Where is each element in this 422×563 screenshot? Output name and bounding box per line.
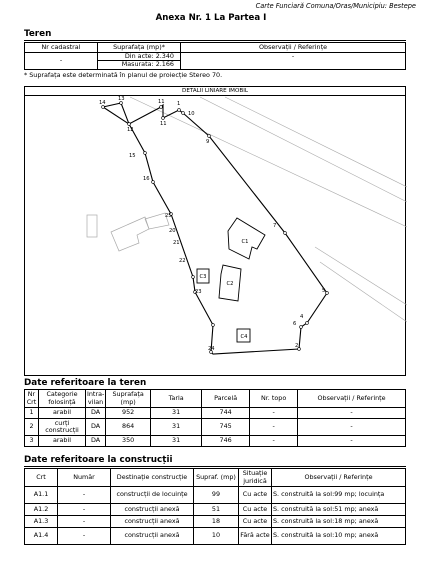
cell: - bbox=[250, 408, 298, 419]
cell: Fără acte bbox=[239, 528, 272, 545]
cadastral-header: Carte Funciară Comuna/Oras/Municipiu: Bestepe bbox=[255, 2, 416, 10]
col-intravilan: Intra-vilan bbox=[87, 390, 105, 406]
section-teren-heading: Teren bbox=[24, 29, 52, 39]
pt-24: 24 bbox=[208, 346, 215, 352]
pt-1: 1 bbox=[177, 101, 181, 107]
cell: S. construită la sol:99 mp; locuința bbox=[272, 487, 406, 504]
cell: 864 bbox=[106, 419, 151, 436]
pt-16: 16 bbox=[143, 176, 150, 182]
pt-4: 4 bbox=[300, 314, 304, 320]
cell: construcții anexă bbox=[111, 504, 194, 516]
cell: - bbox=[298, 419, 406, 436]
label-c4: C4 bbox=[240, 334, 248, 340]
col-suprafata: Suprafața (mp)* bbox=[98, 43, 181, 53]
cell: DA bbox=[86, 436, 106, 447]
cell: A1.2 bbox=[25, 504, 58, 516]
col-nr-cadastral: Nr cadastral bbox=[25, 43, 98, 53]
col-observatii: Observații / Referințe bbox=[272, 469, 406, 487]
col-situatie: Situație juridică bbox=[239, 469, 272, 487]
cell: arabil bbox=[39, 408, 86, 419]
cell: 3 bbox=[25, 436, 39, 447]
cell: Cu acte bbox=[239, 487, 272, 504]
parcel-plan bbox=[24, 86, 406, 376]
cell: - bbox=[250, 436, 298, 447]
col-crt: Crt bbox=[25, 469, 58, 487]
table-row bbox=[25, 528, 406, 545]
cell: construcții de locuințe bbox=[111, 487, 194, 504]
cell: Cu acte bbox=[239, 504, 272, 516]
col-observatii: Observații / Referințe bbox=[298, 390, 406, 408]
pt-7: 7 bbox=[273, 223, 277, 229]
cell-nr-cadastral: - bbox=[25, 53, 98, 70]
pt-22: 22 bbox=[179, 258, 186, 264]
cell: 745 bbox=[202, 419, 250, 436]
pt-14: 14 bbox=[99, 100, 106, 106]
cell: A1.4 bbox=[25, 528, 58, 545]
cell: - bbox=[58, 516, 111, 528]
cell: construcții anexă bbox=[111, 528, 194, 545]
pt-25: 25 bbox=[165, 213, 172, 219]
section-constructii-heading: Date referitoare la construcții bbox=[24, 455, 173, 465]
pt-13: 13 bbox=[118, 96, 125, 102]
pt-11a: 11 bbox=[158, 99, 165, 105]
teren-data-table bbox=[24, 389, 406, 447]
cell: curți construcții bbox=[39, 419, 86, 436]
pt-6: 6 bbox=[293, 321, 297, 327]
constructii-table bbox=[24, 468, 406, 545]
page-title: Anexa Nr. 1 La Partea I bbox=[155, 13, 267, 23]
col-tarla: Tarla bbox=[151, 390, 202, 408]
cell: - bbox=[58, 528, 111, 545]
cell: 350 bbox=[106, 436, 151, 447]
cell: 10 bbox=[194, 528, 239, 545]
cell: 51 bbox=[194, 504, 239, 516]
cell: 952 bbox=[106, 408, 151, 419]
cell: A1.3 bbox=[25, 516, 58, 528]
cell-suprafata-acte: Din acte: 2.340 bbox=[98, 53, 181, 61]
building-labels bbox=[200, 239, 249, 340]
divider bbox=[24, 466, 406, 467]
cell: - bbox=[250, 419, 298, 436]
col-numar: Număr bbox=[58, 469, 111, 487]
cell: 746 bbox=[202, 436, 250, 447]
projection-note: * Suprafața este determinată în planul de proiecție Stereo 70. bbox=[24, 71, 223, 79]
cell: 31 bbox=[151, 408, 202, 419]
cell: S. construită la sol:10 mp; anexă bbox=[272, 528, 406, 545]
section-teren-data-heading: Date referitoare la teren bbox=[24, 378, 147, 388]
pt-15: 15 bbox=[129, 153, 136, 159]
col-categorie: Categorie folosință bbox=[39, 390, 86, 408]
cell: 744 bbox=[202, 408, 250, 419]
plan-drawing bbox=[25, 87, 407, 377]
cell: DA bbox=[86, 419, 106, 436]
pt-23: 23 bbox=[195, 289, 202, 295]
plan-title: DETALII LINIARE IMOBIL bbox=[25, 87, 405, 96]
label-c2: C2 bbox=[226, 281, 234, 287]
pt-2: 2 bbox=[295, 343, 299, 349]
divider bbox=[24, 40, 406, 41]
table-row bbox=[25, 516, 406, 528]
cell: DA bbox=[86, 408, 106, 419]
cell: 31 bbox=[151, 419, 202, 436]
col-nr-crt: Nr Crt bbox=[25, 390, 39, 408]
col-suprafata: Suprafața (mp) bbox=[106, 390, 151, 408]
neighbour-buildings bbox=[87, 213, 169, 251]
cell: 1 bbox=[25, 408, 39, 419]
pt-9: 9 bbox=[206, 139, 210, 145]
table-row bbox=[25, 408, 406, 419]
cell: - bbox=[58, 487, 111, 504]
teren-summary-table bbox=[24, 42, 406, 70]
col-observatii: Observații / Referințe bbox=[181, 43, 406, 53]
cell: - bbox=[298, 436, 406, 447]
cell: arabil bbox=[39, 436, 86, 447]
table-row bbox=[25, 419, 406, 436]
label-c1: C1 bbox=[241, 239, 249, 245]
vertex-labels bbox=[99, 96, 325, 352]
cell: construcții anexă bbox=[111, 516, 194, 528]
cell: 31 bbox=[151, 436, 202, 447]
pt-20: 20 bbox=[169, 228, 176, 234]
cell: 2 bbox=[25, 419, 39, 436]
table-row bbox=[25, 504, 406, 516]
col-destinatie: Destinație construcție bbox=[111, 469, 194, 487]
cell: - bbox=[58, 504, 111, 516]
cell: - bbox=[298, 408, 406, 419]
pt-11b: 11 bbox=[160, 121, 167, 127]
cell-observatii: - bbox=[181, 53, 406, 70]
cell: A1.1 bbox=[25, 487, 58, 504]
pt-21: 21 bbox=[173, 240, 180, 246]
pt-12: 12 bbox=[127, 127, 134, 133]
cell: 18 bbox=[194, 516, 239, 528]
pt-5: 5 bbox=[322, 288, 326, 294]
table-row bbox=[25, 487, 406, 504]
cell: 99 bbox=[194, 487, 239, 504]
col-suprafata: Supraf. (mp) bbox=[194, 469, 239, 487]
pt-10: 10 bbox=[188, 111, 195, 117]
vertex-markers bbox=[102, 102, 329, 354]
cell-suprafata-masurata: Masurata: 2.166 bbox=[98, 61, 181, 69]
cell: Cu acte bbox=[239, 516, 272, 528]
label-c3: C3 bbox=[199, 274, 207, 280]
parcel-boundary bbox=[103, 103, 327, 354]
table-row bbox=[25, 436, 406, 447]
col-nr-topo: Nr. topo bbox=[250, 390, 298, 408]
cell: S. construită la sol:18 mp; anexă bbox=[272, 516, 406, 528]
road-lines bbox=[130, 97, 407, 322]
buildings bbox=[197, 218, 265, 342]
col-parcela: Parcelă bbox=[202, 390, 250, 408]
cell: S. construită la sol:51 mp; anexă bbox=[272, 504, 406, 516]
